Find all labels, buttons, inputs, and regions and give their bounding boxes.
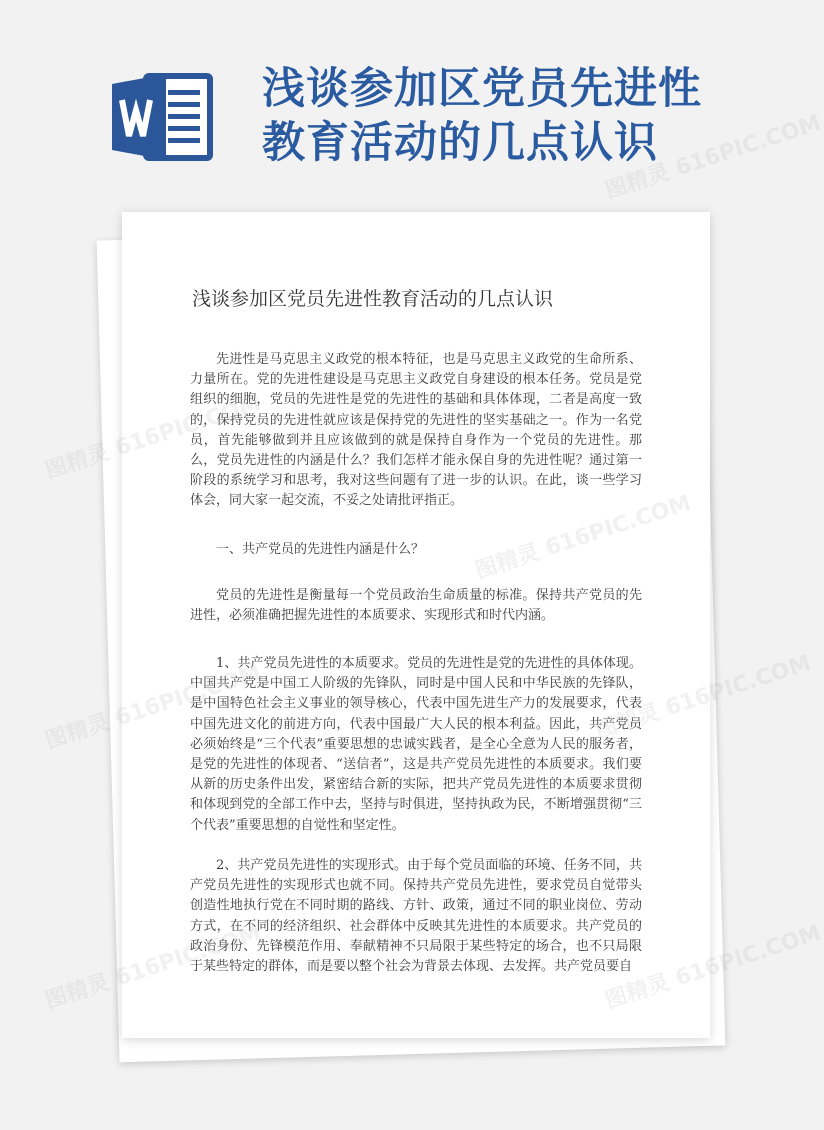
document-title: 浅谈参加区党员先进性教育活动的几点认识 xyxy=(192,288,554,310)
header-title-line2: 教育活动的几点认识 xyxy=(262,118,658,168)
watermark: 616PIC.COM xyxy=(662,650,815,722)
paragraph-item-1: 1、共产党员先进性的本质要求。党员的先进性是党的先进性的具体体现。中国共产党是中国工人阶级的先锋队，同时是中国人民和中华民族的先锋队，是中国特色社会主义事业的领导核心，代表中国先进生产力的发展要求，代表中国先进文化的前进方向，代表中国最广大人民的根本利益。因此，共产党员必须始终是“三个代表”重要思想的忠诚实践者，是全心全意为人民的服务者，是党的先进性的体现者、“送信者”，这是共产党员先进性的本质要求。我们要从新的历史条件出发，紧密结合新的实际，把共产党员先进性的本质要求贯彻和体现到党的全部工作中去，坚持与时俱进，坚持执政为民，不断增强贯彻“三个代表”重要思想的自觉性和坚定性。 xyxy=(190,656,642,833)
document-page xyxy=(122,212,710,1038)
header-title xyxy=(262,62,762,170)
paragraph-section-1: 党员的先进性是衡量每一个党员政治生命质量的标准。保持共产党员的先进性，必须准确把握先进性的本质要求、实现形式和时代内涵。 xyxy=(190,588,642,624)
paragraph-intro: 先进性是马克思主义政党的根本特征，也是马克思主义政党的生命所系、力量所在。党的先进性建设是马克思主义政党自身建设的根本任务。党员是党组织的细胞，党员的先进性是党的先进性的基础和具体体现，二者是高度一致的，保持党员的先进性就应该是保持党的先进性的坚实基础之一。作为一名党员，首先能够做到并且应该做到的就是保持自身作为一个党员的先进性。那么，党员先进性的内涵是什么？我们怎样才能永保自身的先进性呢？通过第一阶段的系统学习和思考，我对这些问题有了进一步的认识。在此，谈一些学习体会，同大家一起交流，不妥之处请批评指正。 xyxy=(190,352,642,509)
watermark: 图精灵 xyxy=(42,709,113,755)
paragraph-item-2: 2、共产党员先进性的实现形式。由于每个党员面临的环境、任务不同，共产党员先进性的实现形式也就不同。保持共产党员先进性，要求党员自觉带头创造性地执行党在不同时期的路线、方针、政策，通过不同的职业岗位、劳动方式，在不同的经济组织、社会群体中反映其先进性的本质要求。共产党员的政治身份、先锋模范作用、奉献精神不只局限于某些特定的场合，也不只局限于某些特定的群体，而是要以整个社会为背景去体现、去发挥。共产党员要自 xyxy=(190,858,642,975)
header-title-line1: 浅谈参加区党员先进性 xyxy=(262,64,702,114)
watermark: 图精灵 xyxy=(42,969,113,1015)
section-heading-1: 一、共产党员的先进性内涵是什么？ xyxy=(216,542,425,557)
watermark: 图精灵 616PIC.COM xyxy=(602,110,824,205)
watermark: 616PIC.COM xyxy=(672,920,824,992)
preview-header xyxy=(0,0,800,200)
word-document-icon xyxy=(112,72,214,162)
watermark: 图精灵 xyxy=(42,439,113,485)
